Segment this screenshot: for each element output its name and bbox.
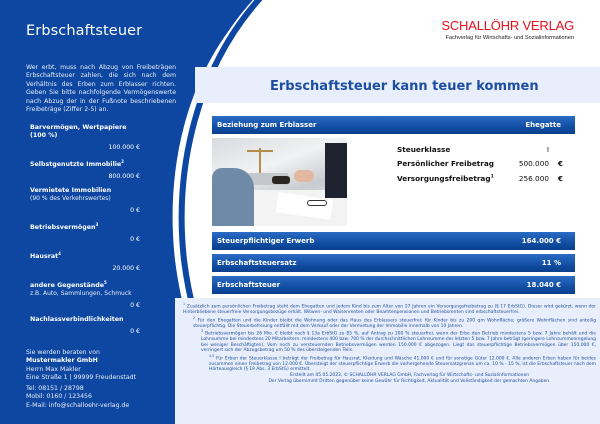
- result-label: Steuerpflichtiger Erwerb: [217, 237, 315, 245]
- relationship-bar[interactable]: [212, 116, 575, 134]
- footnote-ref: 5: [104, 280, 107, 286]
- tax-facts: [397, 142, 577, 186]
- fact-tax-class: [397, 142, 577, 157]
- footnote-ref: 4: [58, 251, 61, 257]
- asset-own-property: [30, 158, 140, 181]
- result-value: 164.000 €: [521, 237, 561, 245]
- fact-unit: €: [557, 173, 563, 183]
- asset-sublabel: z.B. Auto, Sammlungen, Schmuck: [30, 290, 132, 298]
- fact-value: 500.000: [518, 159, 549, 169]
- asset-value-input[interactable]: 0 €: [130, 302, 140, 310]
- fact-label: Versorgungsfreibetrag: [397, 173, 491, 183]
- footnote-3: $^3$ Betriebsvermögen bis 26 Mio. € bleibt nach § 13a ErbStG zu 85 %, auf Antrag zu 100 % steuerfrei, wenn der Erbe den Betrieb mindestens 5 bzw. 7 Jahre behält und die Lohnsumme bei mindestens 20 Mitarbeitern, mindestens 400 bzw. 700 % der durchschnittlichen Lohnsumme der letzten 5 bzw. 7 Jahre beträgt (geringere Lohnsummenregelung bei weniger Beschäftigten). Vom noch zu versteuernden Betriebsvermögen werden 150.000 € abgezogen. Liegt das steuerpflichtige Betriebsvermögen über 150.000 €, verringert sich der Abzugsbetrag um 50 % des übersteigenden Teils.: [201, 329, 596, 354]
- consultation-photo: [212, 138, 347, 226]
- contact-intro: Sie werden beraten von: [26, 349, 100, 356]
- result-label: Erbschaftsteuer: [217, 281, 281, 289]
- fact-unit: €: [557, 159, 563, 169]
- asset-household: [30, 250, 140, 273]
- logo-tagline: Fachverlag für Wirtschafts- und Sozialinformationen: [445, 35, 574, 41]
- asset-business: [30, 221, 140, 244]
- footnote-ref: 1: [490, 174, 494, 180]
- asset-list: [30, 124, 140, 342]
- contact-person: Herrn Max Makler: [26, 365, 81, 373]
- result-inheritance-tax: [212, 276, 575, 294]
- footnotes: [183, 302, 596, 384]
- fact-personal-allowance: [397, 157, 577, 172]
- asset-value-input[interactable]: 0 €: [130, 328, 140, 336]
- footnote-4-5: $^{4,5}$ Für Erben der Steuerklasse I beträgt der Freibetrag für Hausrat, Kleidung und Wäsche 41.000 € und für sonstige Güter 12.000 €. Alle anderen Erben haben für beides zusammen einen Freibetrag von 12.000 €. Übersteigt der steuerpflichtige Erwerb die vorhergehende Steuersatzgrenze um ca. 10 % - 15 %, ist die Erbschaftsteuer nach dem Härteausgleich (§ 19 Abs. 3 ErbStG) ermittelt.: [209, 353, 596, 373]
- contact-firm: Mustermakler GmbH: [26, 357, 98, 365]
- main-headline: Erbschaftsteuer kann teuer kommen: [270, 79, 539, 94]
- footnote-ref: 3: [95, 222, 99, 228]
- asset-label: andere Gegenstände: [30, 282, 105, 290]
- publisher-logo: [441, 19, 574, 41]
- fact-label: Steuerklasse: [397, 144, 451, 154]
- footnote-1: $^1$ Zusätzlich zum persönlichen Freibetrag steht dem Ehegatten und jedem Kind bis zum Alter von 27 Jahren ein Versorgungsfreibetrag zu (§ 17 ErbStG). Dieser wird gekürzt, wenn der Hinterbliebene steuerfreie Versorgungsbezüge erhält. Witwen- und Waisenrenten oder Beamtenpensionen und Betriebsrenten sind erbschaftsteuerfrei.: [183, 302, 596, 316]
- result-tax-rate: [212, 254, 575, 272]
- contact-mobile: Mobil: 0160 / 123456: [26, 393, 92, 401]
- logo-name: SCHALLÖHR VERLAG: [441, 18, 574, 33]
- fact-value: I: [546, 144, 549, 154]
- footnote-disclaimer: Der Verlag übernimmt Dritten gegenüber keine Gewähr für Richtigkeit, Aktualität und Vollständigkeit der gemachten Angaben.: [268, 378, 551, 384]
- intro-text: Wer erbt, muss nach Abzug von Freibeträgen Erbschaftsteuer zahlen, die sich nach dem Verhältnis des Erben zum Erblasser richten. Geben Sie bitte nachfolgende Vermögenswerte nach Abzug der in der Fußnote beschriebenen Freibeträge (Ziffer 2-5) an.: [26, 64, 176, 114]
- contact-address: Eine Straße 1 | 99999 Freudenstadt: [26, 373, 136, 381]
- asset-rented-property: [30, 187, 140, 215]
- asset-label: Nachlassverbindlichkeiten: [30, 316, 124, 324]
- asset-value-input[interactable]: 0 €: [130, 236, 140, 244]
- asset-value-input[interactable]: 0 €: [130, 207, 140, 215]
- asset-cash: [30, 124, 140, 152]
- fact-pension-allowance: [397, 171, 577, 186]
- asset-liabilities: [30, 316, 140, 336]
- asset-label: Betriebsvermögen: [30, 224, 96, 232]
- advisor-contact: [26, 349, 136, 410]
- asset-label: Hausrat: [30, 253, 59, 261]
- asset-sublabel: (90 % des Verkehrswertes): [30, 195, 111, 203]
- asset-label: Vermietete Immobilien: [30, 187, 112, 195]
- relationship-value[interactable]: Ehegatte: [525, 121, 561, 129]
- gavel-icon: [272, 176, 290, 184]
- asset-value-input[interactable]: 100.000 €: [108, 144, 140, 151]
- left-panel: [0, 0, 175, 424]
- footnote-ref: 2: [121, 159, 124, 164]
- result-value: 18.040 €: [526, 281, 561, 289]
- contact-phone: Tel: 08151 / 28798: [26, 385, 84, 393]
- footnote-2: $^2$ Für den Ehegatten und die Kinder bleibt die Wohnung oder das Haus des Erblassers steuerfrei; für Kinder bis zu 200 qm Wohnfläche; größere Wohnflächen sind anteilig steuerpflichtig. Die Steuerbefreiung entfällt mit dem Verkauf oder der Vermietung der Immobilie innerhalb von 10 Jahren.: [193, 315, 596, 329]
- footnote-credit: Erstellt am 05.05.2023, © SCHALLÖHR VERLAG GmbH, Fachverlag für Wirtschafts- und Sozialinformationen: [289, 372, 530, 378]
- relationship-label: Beziehung zum Erblasser: [217, 121, 317, 129]
- asset-label: Selbstgenutzte Immobilie: [30, 161, 122, 169]
- page-title: Erbschaftsteuer: [26, 23, 143, 39]
- fact-label: Persönlicher Freibetrag: [397, 159, 495, 169]
- result-value: 11 %: [541, 259, 561, 267]
- asset-other: [30, 279, 140, 310]
- asset-label: Barvermögen, Wertpapiere (100 %): [30, 124, 127, 139]
- asset-value-input[interactable]: 800.000 €: [108, 173, 140, 181]
- result-label: Erbschaftsteuersatz: [217, 259, 297, 267]
- asset-value-input[interactable]: 20.000 €: [112, 265, 140, 273]
- contact-email[interactable]: E-Mail: info@schalloehr-verlag.de: [26, 401, 130, 409]
- result-taxable-acquisition: [212, 232, 575, 250]
- fact-value: 256.000: [518, 173, 549, 183]
